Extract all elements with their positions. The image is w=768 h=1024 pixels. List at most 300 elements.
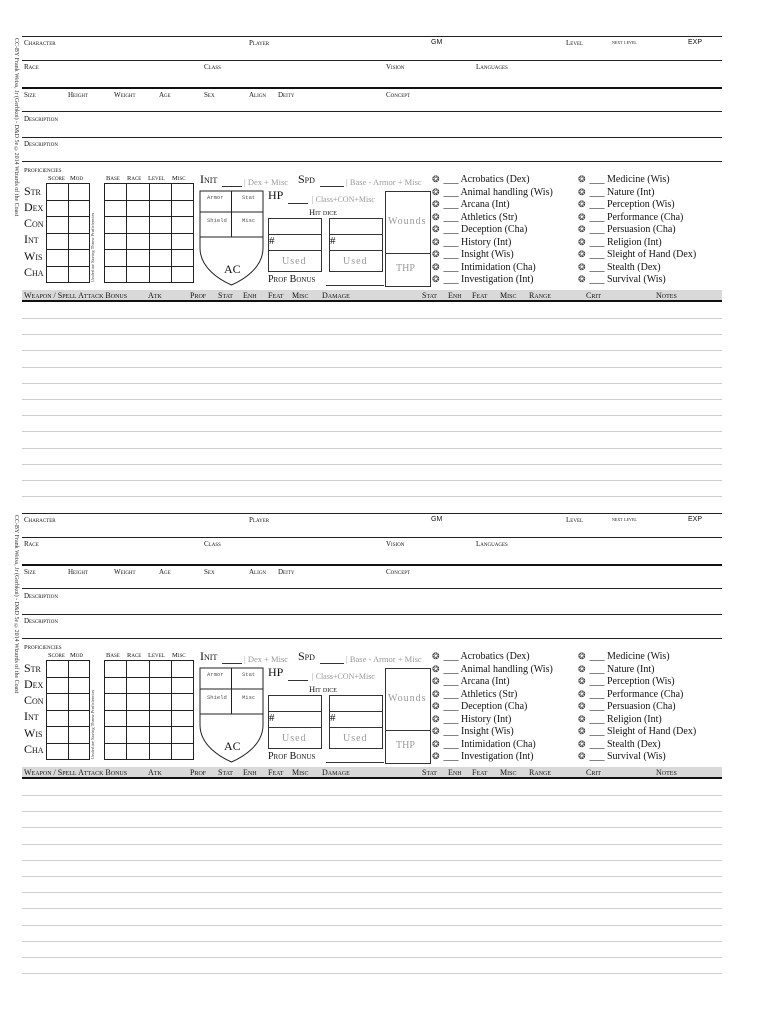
gear-circle-icon[interactable]: ❂ [578,249,586,259]
left-skill-row[interactable] [432,650,530,663]
left-skill-row[interactable] [432,273,533,286]
left-skill-row[interactable] [432,198,510,211]
used-label-left: Used [282,256,307,267]
spd-label: Spd [298,172,315,186]
wounds-label: Wounds [388,216,427,227]
skill-label: Medicine (Wis) [607,651,670,662]
gear-circle-icon[interactable]: ❂ [578,676,586,686]
weapon-row-line[interactable] [22,334,722,335]
player-label: Player [249,516,270,524]
rule [22,537,722,538]
weapon-row-line[interactable] [22,367,722,368]
skill-label: Stealth (Dex) [607,738,661,750]
description-label: Description [24,115,58,123]
skill-label: Athletics (Str) [460,211,518,223]
left-skill-row[interactable] [432,700,527,713]
weapon-header-bar [22,290,722,302]
skill-blank[interactable]: ___ [441,274,461,285]
gear-circle-icon[interactable]: ❂ [578,261,586,272]
vision-label: Vision [386,540,405,548]
damage-col-label: Damage [322,291,350,300]
stat-label: Stat [242,671,256,678]
gear-circle-icon[interactable]: ❂ [578,688,586,699]
skill-blank[interactable]: ___ [441,186,461,198]
skill-label: Arcana (Int) [460,676,510,687]
gear-circle-icon[interactable]: ❂ [432,726,440,736]
atk-label: Atk [148,291,162,300]
skill-label: Investigation (Int) [461,274,534,285]
ability-wis: Wis [24,726,43,740]
skill-label: Intimidation (Cha) [461,738,536,750]
skill-blank[interactable]: ___ [587,713,607,725]
skill-blank[interactable]: ___ [441,199,461,210]
skill-label: Investigation (Int) [461,751,534,762]
armor-label: Armor [207,671,224,678]
used-label-right: Used [343,256,368,267]
ability-score-grid[interactable] [46,183,90,283]
weapon-row-line[interactable] [22,957,722,958]
prof-bonus-label: Prof Bonus [268,274,316,285]
weapon-row-line[interactable] [22,350,722,351]
skill-blank[interactable]: ___ [441,174,461,185]
skill-blank[interactable]: ___ [587,701,607,712]
right-skill-row[interactable] [578,236,662,249]
right-skill-row[interactable] [578,248,696,261]
proficiencies-label: Proficiencies [24,167,62,174]
init-hint: | Dex + Misc [244,177,289,187]
skill-label: Perception (Wis) [607,199,675,210]
ability-int: Int [24,232,39,246]
level-bonus-label: Level [148,175,165,182]
character-sheet-bottom [0,477,768,967]
left-skill-row[interactable] [432,725,514,738]
skill-blank[interactable]: ___ [441,261,461,273]
height-label: Height [68,568,89,576]
skill-blank[interactable]: ___ [441,713,461,725]
concept-label: Concept [386,91,411,99]
gear-circle-icon[interactable]: ❂ [578,224,586,234]
skill-blank[interactable]: ___ [441,249,461,260]
thp-label: THP [396,263,415,274]
hp-label: HP [268,665,284,679]
level-label: Level [566,39,584,47]
skill-label: Perception (Wis) [607,676,675,687]
ability-str: Str [24,661,41,675]
gear-circle-icon[interactable]: ❂ [578,199,586,209]
enh2-col-label: Enh [448,291,462,300]
divider [385,730,431,731]
init-hint: | Dex + Misc [244,654,289,664]
gear-circle-icon[interactable]: ❂ [432,738,440,749]
skill-blank[interactable]: ___ [441,726,461,737]
skill-blank[interactable]: ___ [587,249,607,260]
base-label: Base [106,652,120,659]
misc2-col-label: Misc [500,768,517,777]
hp-hint: | Class+CON+Misc [312,672,375,681]
gear-circle-icon[interactable]: ❂ [432,174,440,184]
skill-label: Acrobatics (Dex) [460,174,530,185]
spd-hint: | Base - Armor + Misc [346,177,422,187]
right-skill-row[interactable] [578,186,654,199]
used-label-right: Used [343,733,368,744]
weapon-row-line[interactable] [22,941,722,942]
rule [22,638,722,639]
languages-label: Languages [476,63,508,71]
skill-blank[interactable]: ___ [441,663,461,675]
feat2-col-label: Feat [472,291,488,300]
rule [22,564,722,566]
skill-blank[interactable]: ___ [587,738,607,750]
align-label: Align [249,568,266,576]
hp-field[interactable] [288,203,308,204]
skill-label: Performance (Cha) [607,688,684,700]
skill-blank[interactable]: ___ [587,174,607,185]
prof-bonus-label: Prof Bonus [268,751,316,762]
skill-blank[interactable]: ___ [441,224,461,235]
prof-bonus-field[interactable] [326,285,384,286]
thp-label: THP [396,740,415,751]
right-skill-row[interactable] [578,173,670,186]
weapon-row-line[interactable] [22,318,722,319]
ability-cha: Cha [24,742,44,756]
gear-circle-icon[interactable]: ❂ [432,211,440,222]
gear-circle-icon[interactable]: ❂ [432,261,440,272]
skill-label: Intimidation (Cha) [461,261,536,273]
skill-blank[interactable]: ___ [587,651,607,662]
skill-label: Nature (Int) [607,186,655,198]
rule [22,60,722,61]
left-skill-row[interactable] [432,211,517,224]
weapon-row-line[interactable] [22,860,722,861]
skill-blank[interactable]: ___ [587,186,607,198]
right-skill-row[interactable] [578,198,675,211]
spd-hint: | Base - Armor + Misc [346,654,422,664]
left-skill-row[interactable] [432,713,511,726]
skill-blank[interactable]: ___ [587,261,607,273]
weapon-row-line[interactable] [22,844,722,845]
hit-dice-label: Hit dice [309,684,337,694]
left-skill-row[interactable] [432,261,536,274]
rule [22,87,722,89]
weapon-row-line[interactable] [22,431,722,432]
weight-label: Weight [114,91,136,99]
saving-throw-note: Underline Saving Throw Proficiencies [90,212,95,282]
misc-col-label: Misc [292,768,309,777]
wounds-label: Wounds [388,693,427,704]
level-bonus-label: Level [148,652,165,659]
gear-circle-icon[interactable]: ❂ [578,663,586,674]
weapon-row-line[interactable] [22,811,722,812]
skill-label: Deception (Cha) [461,224,528,235]
gear-circle-icon[interactable]: ❂ [578,651,586,661]
saving-throw-note: Underline Saving Throw Proficiencies [90,689,95,759]
shield-label: Shield [207,694,227,701]
hash-label-left: # [269,712,275,724]
gear-circle-icon[interactable]: ❂ [432,713,440,724]
next-level-label: next level [612,40,637,46]
weapon-row-line[interactable] [22,925,722,926]
character-label: Character [24,516,56,524]
weight-label: Weight [114,568,136,576]
right-skill-row[interactable] [578,273,666,286]
weapon-spell-label: Weapon / Spell Attack Bonus [24,291,128,300]
level-label: Level [566,516,584,524]
skill-label: Animal handling (Wis) [460,663,553,675]
used-label-left: Used [282,733,307,744]
armor-label: Armor [207,194,224,201]
crit-col-label: Crit [586,291,602,300]
skill-label: History (Int) [461,236,512,248]
range-col-label: Range [529,768,551,777]
ac-label: AC [224,262,241,276]
spd-field[interactable] [320,186,344,187]
skill-label: Insight (Wis) [461,726,514,737]
gear-circle-icon[interactable]: ❂ [432,224,440,234]
gear-circle-icon[interactable]: ❂ [578,701,586,711]
enh2-col-label: Enh [448,768,462,777]
ac-label: AC [224,739,241,753]
misc-bonus-label: Misc [172,652,186,659]
credit-text: CC-BY Frank Weiss, Jr (Gerbkoi) - D&D 5e ©2014 Wizards of the Coast [13,38,19,217]
gm-label: GM [431,516,443,523]
skill-label: Survival (Wis) [607,751,666,762]
divider [329,711,383,712]
gear-circle-icon[interactable]: ❂ [432,663,440,674]
skill-blank[interactable]: ___ [587,274,607,285]
weapon-row-line[interactable] [22,876,722,877]
deity-label: Deity [278,568,295,576]
concept-label: Concept [386,568,411,576]
ability-con: Con [24,216,44,230]
skill-blank[interactable]: ___ [587,688,607,700]
skill-blank[interactable]: ___ [441,211,461,223]
divider [329,234,383,235]
feat-col-label: Feat [268,291,284,300]
rule [22,36,722,37]
gear-circle-icon[interactable]: ❂ [432,651,440,661]
feat2-col-label: Feat [472,768,488,777]
description-label-2: Description [24,617,58,625]
skill-blank[interactable]: ___ [587,199,607,210]
left-skill-row[interactable] [432,173,530,186]
enh-col-label: Enh [243,291,257,300]
gear-circle-icon[interactable]: ❂ [578,274,586,284]
skill-blank[interactable]: ___ [441,651,461,662]
skill-blank[interactable]: ___ [587,224,607,235]
gear-circle-icon[interactable]: ❂ [578,713,586,724]
gear-circle-icon[interactable]: ❂ [578,738,586,749]
right-skill-row[interactable] [578,211,683,224]
misc-bonus-label: Misc [172,175,186,182]
skill-blank[interactable]: ___ [441,676,461,687]
hit-dice-label: Hit dice [309,207,337,217]
skill-label: Sleight of Hand (Dex) [607,726,697,737]
skill-label: Deception (Cha) [461,701,528,712]
gear-circle-icon[interactable]: ❂ [578,186,586,197]
skill-label: Survival (Wis) [607,274,666,285]
stat-col-label: Stat [218,291,233,300]
left-skill-row[interactable] [432,223,527,236]
skill-blank[interactable]: ___ [441,738,461,750]
hash-label-right: # [330,712,336,724]
divider [268,234,322,235]
ability-score-grid[interactable] [46,660,90,760]
right-skill-row[interactable] [578,750,666,763]
range-col-label: Range [529,291,551,300]
weapon-row-line[interactable] [22,892,722,893]
character-label: Character [24,39,56,47]
skill-blank[interactable]: ___ [587,726,607,737]
stat-col-label: Stat [218,768,233,777]
age-label: Age [159,568,171,576]
weapon-row-line[interactable] [22,464,722,465]
skill-label: Insight (Wis) [461,249,514,260]
skill-blank[interactable]: ___ [587,236,607,248]
skill-label: Religion (Int) [607,236,662,248]
exp-label: EXP [688,516,703,523]
ability-bonus-grid[interactable] [104,660,194,760]
shield-label: Shield [207,217,227,224]
right-skill-row[interactable] [578,223,676,236]
exp-label: EXP [688,39,703,46]
ability-wis: Wis [24,249,43,263]
left-skill-row[interactable] [432,675,510,688]
left-skill-row[interactable] [432,738,536,751]
gear-circle-icon[interactable]: ❂ [432,676,440,686]
class-label: Class [204,540,221,548]
align-label: Align [249,91,266,99]
gear-circle-icon[interactable]: ❂ [432,249,440,259]
weapon-row-line[interactable] [22,448,722,449]
skill-label: Stealth (Dex) [607,261,661,273]
hash-label-right: # [330,235,336,247]
right-skill-row[interactable] [578,650,670,663]
init-field[interactable] [222,663,242,664]
gear-circle-icon[interactable]: ❂ [432,701,440,711]
weapon-row-line[interactable] [22,399,722,400]
right-skill-row[interactable] [578,675,675,688]
right-skill-row[interactable] [578,713,662,726]
ability-dex: Dex [24,200,44,214]
right-skill-row[interactable] [578,261,661,274]
crit-col-label: Crit [586,768,602,777]
gear-circle-icon[interactable]: ❂ [432,274,440,284]
skill-blank[interactable]: ___ [441,236,461,248]
proficiencies-label: Proficiencies [24,644,62,651]
weapon-row-line[interactable] [22,795,722,796]
gear-circle-icon[interactable]: ❂ [432,199,440,209]
divider [329,727,383,728]
ability-bonus-grid[interactable] [104,183,194,283]
rule [22,614,722,615]
skill-blank[interactable]: ___ [587,663,607,675]
right-skill-row[interactable] [578,663,654,676]
rule [22,588,722,589]
right-skill-row[interactable] [578,688,683,701]
notes-col-label: Notes [656,291,677,300]
ability-int: Int [24,709,39,723]
left-skill-row[interactable] [432,663,553,676]
rule [22,161,722,162]
skill-blank[interactable]: ___ [587,211,607,223]
left-skill-row[interactable] [432,248,514,261]
divider [385,253,431,254]
skill-label: Acrobatics (Dex) [460,651,530,662]
rule [22,513,722,514]
divider [268,727,322,728]
character-sheet-top [0,0,768,490]
deity-label: Deity [278,91,295,99]
gear-circle-icon[interactable]: ❂ [578,236,586,247]
ability-con: Con [24,693,44,707]
race-bonus-label: Race [127,175,142,182]
weapon-row-line[interactable] [22,383,722,384]
gear-circle-icon[interactable]: ❂ [578,211,586,222]
spd-label: Spd [298,649,315,663]
description-label: Description [24,592,58,600]
skill-label: Medicine (Wis) [607,174,670,185]
prof-bonus-field[interactable] [326,762,384,763]
right-skill-row[interactable] [578,725,696,738]
feat-col-label: Feat [268,768,284,777]
skill-label: History (Int) [461,713,512,725]
gear-circle-icon[interactable]: ❂ [432,688,440,699]
prof-label: Prof [190,291,207,300]
skill-blank[interactable]: ___ [587,751,607,762]
weapon-row-line[interactable] [22,827,722,828]
weapon-row-line[interactable] [22,908,722,909]
mod-label: Mod [70,175,84,182]
left-skill-row[interactable] [432,236,511,249]
gear-circle-icon[interactable]: ❂ [578,751,586,761]
left-skill-row[interactable] [432,186,553,199]
gear-circle-icon[interactable]: ❂ [432,236,440,247]
skill-blank[interactable]: ___ [441,751,461,762]
rule [22,137,722,138]
right-skill-row[interactable] [578,700,676,713]
hash-label-left: # [269,235,275,247]
gear-circle-icon[interactable]: ❂ [578,726,586,736]
class-label: Class [204,63,221,71]
left-skill-row[interactable] [432,688,517,701]
notes-col-label: Notes [656,768,677,777]
weapon-row-line[interactable] [22,973,722,974]
ability-str: Str [24,184,41,198]
gear-circle-icon[interactable]: ❂ [578,174,586,184]
init-field[interactable] [222,186,242,187]
spd-field[interactable] [320,663,344,664]
gear-circle-icon[interactable]: ❂ [432,751,440,761]
weapon-row-line[interactable] [22,415,722,416]
misc-label: Misc [242,217,256,224]
skill-label: Athletics (Str) [460,688,518,700]
skill-blank[interactable]: ___ [441,701,461,712]
skill-label: Persuasion (Cha) [607,701,676,712]
gear-circle-icon[interactable]: ❂ [432,186,440,197]
hp-label: HP [268,188,284,202]
player-label: Player [249,39,270,47]
ability-dex: Dex [24,677,44,691]
right-skill-row[interactable] [578,738,661,751]
skill-blank[interactable]: ___ [441,688,461,700]
skill-label: Persuasion (Cha) [607,224,676,235]
hp-field[interactable] [288,680,308,681]
left-skill-row[interactable] [432,750,533,763]
init-label: Init [200,172,218,186]
skill-label: Performance (Cha) [607,211,684,223]
skill-blank[interactable]: ___ [587,676,607,687]
prof-label: Prof [190,768,207,777]
